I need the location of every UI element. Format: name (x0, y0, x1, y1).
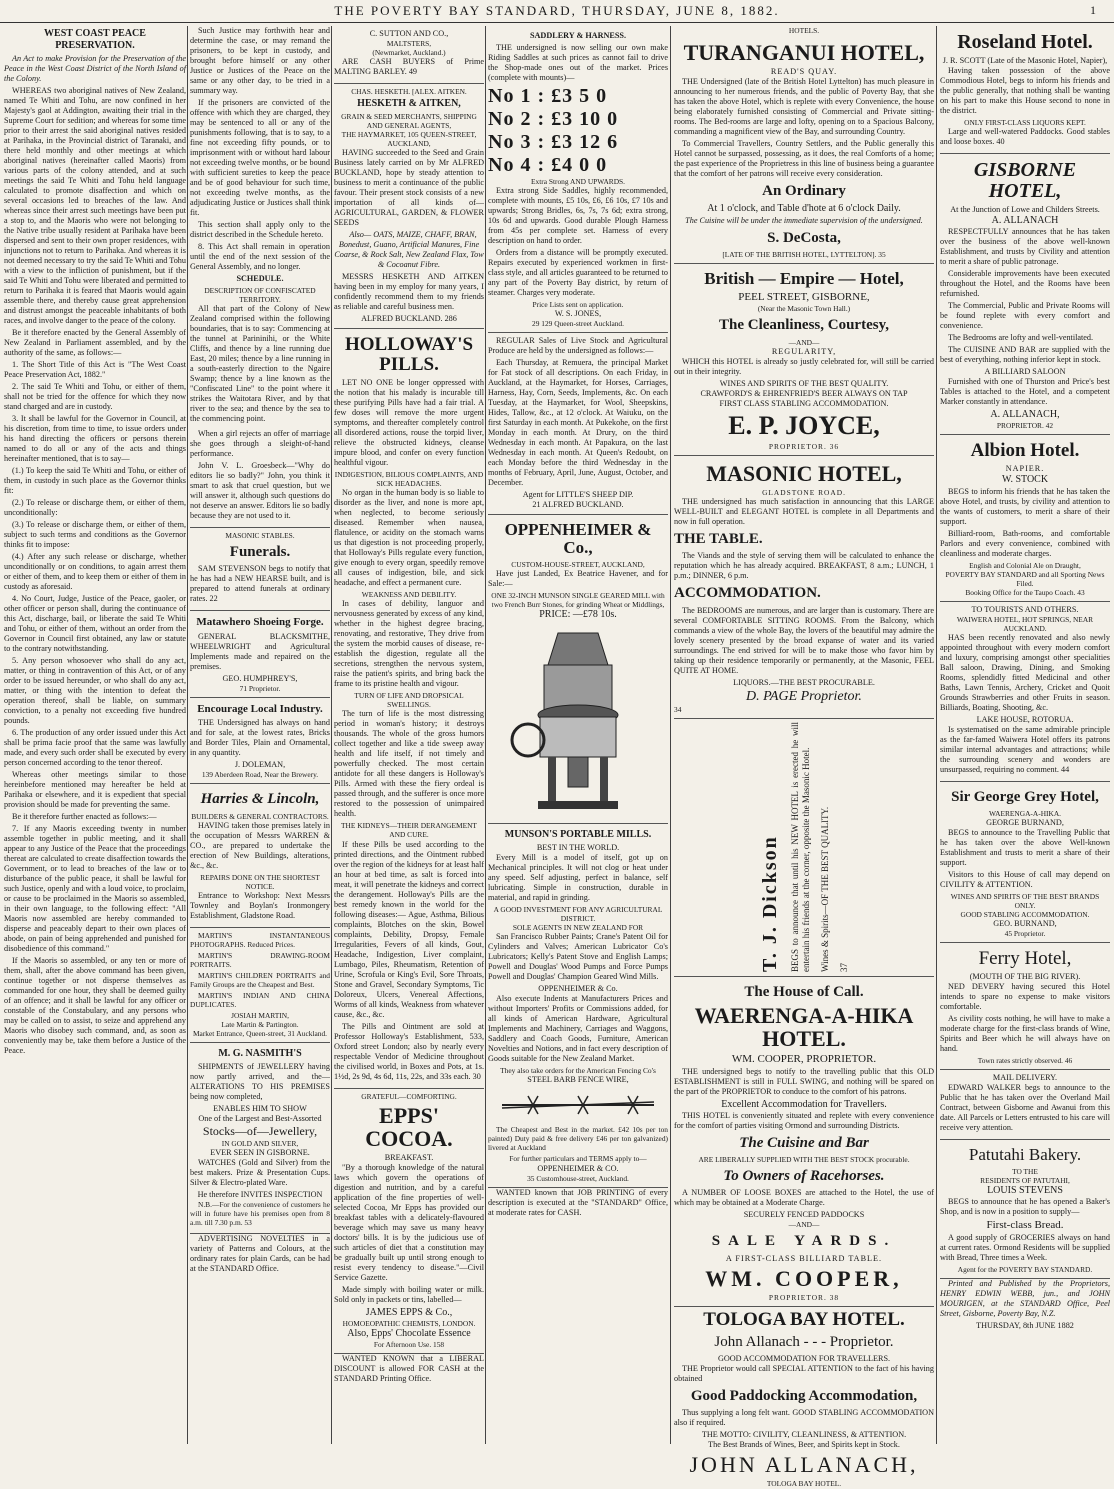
ad-line: Good Paddocking Accommodation, (690, 1388, 918, 1405)
ad-subheading: To Owners of Racehorses. (723, 1168, 885, 1185)
ad-signature: S. DeCosta, (767, 229, 841, 246)
ad-body: WHICH this HOTEL is already so justly celebrated for, will still be carried out in their integrity. (674, 356, 934, 376)
ad-title: Funerals. (229, 544, 291, 561)
cash-notice: WANTED KNOWN that a LIBERAL DISCOUNT is allowed FOR CASH at the STANDARD Printing Office. (334, 1354, 484, 1384)
ad-line: Extra Strong AND UPWARDS. (530, 177, 626, 186)
mill-illustration (508, 625, 648, 815)
ad-subtitle: At the Junction of Lowe and Childers Streets. (950, 205, 1100, 215)
ad-line: MARTIN'S CHILDREN PORTRAITS and Family Groups are the Cheapest and Best. (190, 970, 330, 989)
column-3 (334, 26, 484, 1444)
column-rule (187, 26, 188, 1444)
ad-title: TURANGANUI HOTEL, (683, 40, 925, 66)
ad-line: A GOOD INVESTMENT FOR ANY AGRICULTURAL DISTRICT. (493, 905, 663, 924)
price-line: No 4 : £4 0 0 (488, 154, 608, 176)
act-section: 6. The production of any order issued under this Act shall be prima facie proof that the same was lawfully made, and every such order shall be executed by every person concerned according to the tenor thereof. (4, 728, 186, 768)
ad-line: THE MOTTO: CIVILITY, CLEANLINESS, & ATTENTION. (701, 1430, 907, 1440)
advertising-notice: ADVERTISING NOVELTIES in a variety of Patterns and Colours, at the ordinary rates for plain Cards, can be had at the STANDARD Office. (190, 1233, 330, 1273)
ad-body: THE Proprietor would call SPECIAL ATTENTION to the fact of his having obtained (674, 1364, 934, 1384)
ad-body: THIS HOTEL is conveniently situated and replete with every convenience for the comfort of parties visiting Ormond and surrounding Districts. (674, 1110, 934, 1130)
ad-line: The Cuisine will be under the immediate supervision of the undersigned. (685, 215, 923, 225)
ad-body: N.B.—For the convenience of customers he will in future have his premises open from 8 a.m. till 7.30 p.m. 53 (190, 1199, 330, 1227)
act-subsection: (3.) To release or discharge them, or either of them, subject to such terms and conditions as the Governor thinks fit to impose: (4, 520, 186, 550)
ad-line: SECURELY FENCED PADDOCKS (743, 1210, 865, 1220)
ad-subtitle: (MOUTH OF THE BIG RIVER). (969, 972, 1081, 982)
ad-title: Ferry Hotel, (978, 948, 1072, 970)
ad-heading: CHAS. HESKETH. [ALEX. AITKEN. (351, 87, 467, 97)
ad-role: PROPRIETOR. 36 (768, 441, 840, 451)
ad-line: The Best Brands of Wines, Beer, and Spirits kept in Stock. (708, 1440, 900, 1450)
ad-line: LIQUORS.—THE BEST PROCURABLE. (733, 677, 875, 687)
ad-subheading: THE TABLE. (674, 531, 763, 547)
ad-title: M. G. NASMITH'S (218, 1048, 302, 1059)
ad-line: GEORGE BURNAND, (986, 818, 1064, 828)
ad-body: HAVING succeeded to the Seed and Grain Business lately carried on by Mr ALFRED BUCKLAND, hope by steady attention to business to merit a continuance of the public favour. Their present stock consists of a new importation of all kinds of— AGRICULTURAL, GARDEN, & FLOWER SEEDS (334, 148, 484, 228)
ad-body: No organ in the human body is so liable to disorder as the liver, and none is more apt, when neglected, to become seriously diseased. Remember when nausea, flatulence, or acidity on the stomach warns us that digestion is not proceeding properly, that Holloway's Pills regulate every function, give enough to every organ, speedily remove all causes of indigestion, bile, and sick headache, and effect a permanent cure. (334, 488, 484, 588)
ad-signature: 21 ALFRED BUCKLAND. (532, 500, 624, 510)
ad-subtitle: GRAIN & SEED MERCHANTS, SHIPPING AND GENERAL AGENTS, (341, 112, 477, 131)
ad-title: WAIWERA HOTEL, HOT SPRINGS, NEAR AUCKLAND. (956, 614, 1094, 633)
ad-title: GISBORNE HOTEL, (973, 159, 1077, 203)
ad-subheading: An Ordinary (762, 183, 846, 200)
ad-body: WATCHES (Gold and Silver) from the best makers. Prize & Presentation Cups. Silver & Electro-plated Ware. (190, 1157, 330, 1187)
local-industry-ad (190, 698, 330, 784)
ad-body: HAVING taken those premises lately in the occupation of Messrs WARREN & CO., are prepared to undertake the erection of New Buildings, alterations, &c., &c. (190, 820, 330, 870)
masonic-hotel-ad (674, 456, 934, 719)
ad-heading: TO TOURISTS AND OTHERS. (971, 604, 1079, 614)
ad-line: MARTIN'S DRAWING-ROOM PORTRAITS. (190, 950, 330, 969)
ad-body: BEGS to announce that until his NEW HOTEL is erected he will entertain his friends at the corner, opposite the Masonic Hotel. (790, 721, 812, 972)
ad-subtitle: BEST IN THE WORLD. (536, 843, 620, 853)
ad-subtitle: GLADSTONE ROAD. (762, 487, 846, 497)
ad-body: The Viands and the style of serving them will be calculated to enhance the reputation which he has already acquired. BREAKFAST, 8 a.m.; LUNCH, 1 p.m.; DINNER, 6 p.m. (674, 551, 934, 581)
ad-line: WINES AND SPIRITS OF THE BEST BRANDS ONLY. (950, 892, 1100, 911)
ad-role: [LATE OF THE BRITISH HOTEL, LYTTELTON]. 35 (722, 249, 886, 259)
ad-body: "By a thorough knowledge of the natural laws which govern the operations of digestion and nutrition, and by a careful application of the fine properties of well-selected Cocoa, Mr Epps has provided our breakfast tables with a delicately-flavoured beverage which may save us many heavy doctors' bills. It is by the judicious use of such articles of diet that a constitution may be gradually built up until strong enough to resist every tendency to disease."—Civil Service Gazette. (334, 1162, 484, 1282)
act-paragraph: Be it therefore enacted by the General Assembly of New Zealand in Parliament assembled, and by the authority of the same, as follows:— (4, 328, 186, 358)
joke-text: John V. L. Groesbeck—"Why do editors lie so badly?" John, you think it smart to ask that cruel question, but we will answer it, although such questions do not deserve an answer. Editors lie so badly because they are not used to it. (190, 461, 330, 521)
ad-body: Furnished with one of Thurston and Price's best Tables is attached to the Hotel, and a competent Marker constantly in attendance. (940, 377, 1110, 407)
ad-line: RESIDENTS OF PATUTAHI, (980, 1176, 1070, 1186)
ad-body: GENERAL BLACKSMITHE, WHEELWRIGHT and Agricultural Implements made and repaired on the premises. (190, 631, 330, 671)
ad-line: LOUIS STEVENS (987, 1185, 1063, 1197)
ad-address: (Newmarket, Auckland.) (372, 48, 446, 58)
ad-subtitle: J. R. SCOTT (Late of the Masonic Hotel, Napier), (942, 56, 1108, 65)
act-paragraph: WHEREAS two aboriginal natives of New Zealand, named Te Whiti and Tohu, are now confined in her Majesty's gaol at Addington, awaiting their trial in the Supreme Court for sedition; and whereas for some time prior to their arrest the said aboriginal natives resided at Parihaka, in the Provincial district of Taranaki, and there held monthly and other meetings at which aboriginal natives (hereinafter called Maoris) from various parts of the colony attended, and at such meetings the said Te Whiti and Tohu held language calculated to promote disaffection and which on several occasions led to breaches of the law. And whereas since their arrest such meetings have been put a stop to, and the Maoris who were not belonging to the Native tribe usually resident at Parihaka have been dispersed and sent to their own proper residences, with injunctions not to return to Parihaka. And whereas it is not deemed necessary to try the said Te Whiti and Tohu with a view to the infliction of punishment, but if the said Te Whiti and Tohu were liberated and permitted to return to Parihaka it is feared that Maoris would again assemble there, and thereby cause great apprehension and distrust amongst the peaceable inhabitants of both races, and involve danger to the peace of the colony. (4, 86, 186, 326)
ad-body: The Bedrooms are lofty and well-ventilated. (948, 333, 1094, 343)
ad-body: A NUMBER OF LOOSE BOXES are attached to the Hotel, the use of which may be obtained at a Moderate Charge. (674, 1188, 934, 1208)
ad-address: Market Entrance, Queen-street, 31 Auckland. (192, 1028, 327, 1038)
ad-line: ONE 32-INCH MUNSON SINGLE GEARED MILL with two French Burr Stones, for grinding Wheat or Middlings, (491, 590, 665, 609)
ad-subheading: LAKE HOUSE, ROTORUA. (976, 714, 1074, 724)
ad-line: TO THE (1012, 1167, 1038, 1177)
ad-signature: JOHN ALLANACH, (689, 1452, 919, 1478)
column-rule (670, 26, 671, 1444)
ad-body: MESSRS HESKETH AND AITKEN having been in my employ for many years, I confidently recommend them to my friends as reliable and careful business men. (334, 272, 484, 312)
joke-text: When a girl rejects an offer of marriage she goes through a sleight-of-hand performance. (190, 429, 330, 459)
column-5 (674, 26, 934, 1489)
ad-body: Considerable improvements have been executed throughout the Hotel, and the Rooms have been refurnished. (940, 269, 1110, 299)
ferry-hotel-ad (940, 943, 1110, 1070)
ad-body: NED DEVERY having secured this Hotel intends to spare no expense to make visitors comfortable. (940, 982, 1110, 1012)
gisborne-hotel-ad (940, 154, 1110, 435)
ad-title: EPPS' COCOA. (365, 1102, 453, 1151)
barbed-wire-illustration (498, 1088, 658, 1122)
ad-address: CUSTOM-HOUSE-STREET, AUCKLAND, (511, 559, 645, 569)
page-number: 1 (1090, 3, 1096, 17)
price-line: No 3 : £3 12 6 (488, 131, 619, 153)
ad-body: Having taken possession of the above Commodious Hotel, begs to inform his friends and the public generally, that nothing shall be wanting on his part to make this House second to none in the district. (940, 66, 1110, 115)
ad-subtitle: READ'S QUAY. (770, 67, 838, 77)
price-line: No 1 : £3 5 0 (488, 85, 608, 107)
column-6 (940, 26, 1110, 1444)
ad-title: MAIL DELIVERY. (992, 1073, 1058, 1083)
ad-line: CRAWFORD'S & EHRENFRIED'S BEER ALWAYS ON TAP (700, 388, 908, 398)
ad-body: Have just Landed, Ex Beatrice Havener, and for Sale:— (488, 568, 668, 588)
ad-subtitle: John Allanach - - - Proprietor. (714, 1333, 894, 1350)
ad-body: The Pills and Ointment are sold at Professor Holloway's Establishment, 533, Oxford street London; also by nearly every respectable Vendor of Medicine throughout the civilised world, in Boxes and Pots, at 1s. 1½d, 2s 9d, 4s 6d, 11s, 22s, and 33s each. 30 (334, 1021, 484, 1081)
ad-line: Town rates strictly observed. 46 (977, 1056, 1073, 1066)
ad-subheading: INDIGESTION, BILIOUS COMPLAINTS, AND SICK HEADACHES. (334, 470, 484, 489)
act-paragraph: If the prisoners are convicted of the offence with which they are charged, they may be sentenced to all or any of the punishments following, that is to say, to a fine not exceeding fifty pounds, or to imprisonment with or without hard labour not exceeding twelve months, or be bound with sufficient sureties to keep the peace and be of good behaviour for such time, not exceeding twelve months, as the adjudicating Justice or Justices shall think fit. (190, 98, 330, 217)
ad-number: 34 (674, 704, 682, 714)
ad-line: One of the Largest and Best-Assorted (198, 1114, 322, 1124)
ad-signature: W. S. JONES, (554, 309, 602, 319)
ad-line: Agent for the POVERTY BAY STANDARD. (957, 1264, 1093, 1274)
ad-line: EVER SEEN IN GISBORNE. (210, 1147, 310, 1157)
masthead (0, 0, 1114, 23)
act-subsection: (4.) After any such release or discharge, whether unconditionally or on conditions, to again arrest them or either of them, and to keep them or either of them in custody as aforesaid. (4, 552, 186, 592)
matawhero-ad (190, 611, 330, 697)
ad-line: For Afternoon Use. 158 (373, 1340, 445, 1350)
imprint: Printed and Published by the Proprietors, HENRY EDWIN WEBB, jun., and JOHN MOURIGEN, at the STANDARD Office, Peel Street, Gisborne, Poverty Bay, N.Z. (940, 1278, 1110, 1318)
ad-title: Roseland Hotel. (957, 31, 1093, 53)
ad-body: Entrance to Workshop: Next Messrs Townley and Boylan's Ironmongery Establishment, Gladstone Road. (190, 890, 330, 920)
ad-line: For further particulars and TERMS apply to— (509, 1154, 647, 1164)
ad-line: GOOD STABLING ACCOMMODATION. (960, 910, 1090, 920)
ad-body: The Commercial, Public and Private Rooms will be found replete with every comfort and convenience. (940, 301, 1110, 331)
ad-subheading: The Cuisine and Bar (739, 1134, 869, 1151)
ad-subtitle: BREAKFAST. (384, 1152, 434, 1162)
act-paragraph: Whereas other meetings similar to those hereinbefore mentioned may hereafter be held at Parihaka or elsewhere, and it is expedient that special provision should be made for preventing the same. (4, 770, 186, 810)
ad-body: If these Pills be used according to the printed directions, and the Ointment rubbed over the region of the kidneys for at least half an hour at bed time, as salt is forced into meat, it will penetrate the kidneys and correct the derangement. Holloway's Pills are the best remedy known in the world for the following diseases:— Ague, Asthma, Bilious complaints, Blotches on the skin, Bowel complaints, Debility, Dropsy, Female Irregularities, Fevers of all kinds, Gout, Headache, Indigestion, Liver complaint, Lumbago, Piles, Rheumatism, Retention of Urine, Scrofula or King's Evil, Sore Throats, Stone and Gravel, Secondary Symptoms, Tic Doloreux, Ulcers, Venereal Affections, Worms of all kinds, Weakness from whatever cause, &c., &c. (334, 839, 484, 1019)
column-rule (936, 26, 937, 1444)
ad-line: —AND— (788, 1220, 820, 1230)
ad-title: OPPENHEIMER & Co., (504, 520, 652, 557)
ad-signature: WM. COOPER, (705, 1265, 903, 1291)
ad-line: Excellent Accommodation for Travellers. (721, 1098, 887, 1110)
martin-ad (190, 928, 330, 1043)
ad-body: The BEDROOMS are numerous, and are larger than is customary. There are several COMFORTABLE SITTING ROOMS. From the Balcony, which commands a view of the whole Bay, the lovers of the beautiful may admire the lovely scenery presented by the broad expanse of water and its varied surroundings. The end strived for will be to make those who favor him by taking up their residence temporarily or permanently, at the Masonic, FEEL QUITE AT HOME. (674, 605, 934, 675)
ad-title: MASONIC HOTEL, (706, 460, 902, 486)
ad-signature: J. DOLEMAN, (234, 760, 286, 770)
ad-price: PRICE: —£78 10s. (539, 608, 617, 620)
ad-line: They also take orders for the American Fencing Co's (500, 1066, 656, 1076)
ad-body: To Commercial Travellers, Country Settlers, and the Public generally this Hotel cannot be surpassed, possessing, as it does, the real Comforts of a home; the past experience of the Proprietress in this line of business being a guarantee that the comfort of her patrons will receive every consideration. (674, 139, 934, 179)
ad-line: A FIRST-CLASS BILLIARD TABLE. (725, 1253, 883, 1263)
ad-line: ENABLES HIM TO SHOW (213, 1104, 307, 1114)
ad-body: A good supply of GROCERIES always on hand at current rates. Ormond Residents will be supplied with Bread, Three times a Week. (940, 1232, 1110, 1262)
ad-body: ARE CASH BUYERS of Prime MALTING BARLEY. 49 (334, 57, 484, 77)
ad-subheading: ACCOMMODATION. (674, 585, 821, 602)
ad-line: REGULARITY, (771, 346, 837, 356)
ad-address: 139 Aberdeen Road, Near the Brewery. (201, 770, 319, 780)
ad-body: Visitors to this House of call may depend on CIVILITY & ATTENTION. (940, 870, 1110, 890)
ad-body: BEGS to announce to the Travelling Public that he has taken over the above Well-known Establishment and trusts to merit a share of their support. (940, 828, 1110, 868)
act-section: 7. If any Maoris exceeding twenty in number assemble together in public meeting, and it shall appear to any Justice of the Peace that the proceedings thereat are calculated to create disaffection towards the Government, or to lead to breaches of the law or to disturbance of the public peace, it shall be lawful for such Justice, openly and with a loud voice, to proclaim, or cause to be proclaimed in the Maoris so assembled, in their own language, to the following effect: "All Maoris now assembled are hereby commanded to disperse and peaceably depart to their own places of abode, on pain of being apprehended and punished for disobedience of this command." (4, 824, 186, 954)
ad-body: As civility costs nothing, he will have to make a moderate charge for the first-class brands of Wine, Spirits and Beer which he will always have on hand. (940, 1014, 1110, 1054)
ad-line: The Cleanliness, Courtesy, (718, 317, 889, 334)
ad-title: HESKETH & AITKEN, (357, 98, 461, 110)
ad-address: (Near the Masonic Town Hall.) (757, 304, 851, 314)
imprint-date: THURSDAY, 8th JUNE 1882 (976, 1320, 1074, 1330)
hesketh-ad (334, 84, 484, 329)
ad-line: SALE YARDS. (711, 1233, 897, 1250)
albion-hotel-ad (940, 435, 1110, 601)
column-4 (488, 26, 668, 1444)
ad-signature: GEO. HUMPHREY'S, (222, 673, 298, 683)
ad-title: HOLLOWAY'S PILLS. (344, 334, 474, 376)
ad-line: He therefore INVITES INSPECTION (197, 1189, 323, 1199)
ad-body: Every Mill is a model of itself, got up on Mechanical principles. It will not clog or heat under any speed. Self adjusting, perfect in balance, self lubricating. Simple in construction, durable in material, and rapid in grinding. (488, 853, 668, 903)
ad-subheading: STEEL BARB FENCE WIRE, (527, 1075, 629, 1085)
ad-line: English and Colonial Ale on Draught, (969, 560, 1081, 570)
harries-lincoln-ad (190, 784, 330, 927)
job-printing-notice: WANTED known that JOB PRINTING of every description is executed at the "STANDARD" Office, at moderate rates for CASH. (488, 1187, 668, 1217)
ad-signature: ALFRED BUCKLAND. 286 (361, 314, 457, 324)
ad-body: Also execute Indents at Manufacturers Prices and without Importers' Profits or Commissions added, for all kinds of American Hardware, Agricultural Implements and Machinery, Carriages and Waggons, Saddlery and Coach Goods, Furniture, American Novelties and Notions, and in fact every description of Goods suitable for the New Zealand Market. (488, 994, 668, 1064)
act-preamble: An Act to make Provision for the Preservation of the Peace in the West Coast District of the North Island of the Colony. (4, 54, 186, 84)
ad-address: THE HAYMARKET, 105 QUEEN-STREET, AUCKLAND, (341, 130, 477, 149)
ad-body: Also— OATS, MAIZE, CHAFF, BRAN, Bonedust, Guano, Artificial Manures, Fine Coarse, & Rock Salt, New Zealand Flax, Tow & Cocoanut Fibre. (334, 230, 484, 270)
waerenga-hotel-ad (674, 977, 934, 1307)
ad-subtitle: WAERENGA-A-HIKA. (988, 809, 1062, 819)
ad-title: SADDLERY & HARNESS. (529, 31, 627, 40)
ad-line: FIRST CLASS STABLING ACCOMMODATION. (719, 398, 889, 408)
ad-line: MARTIN'S INSTANTANEOUS PHOTOGRAPHS. Reduced Prices. (190, 930, 330, 949)
ad-body: Extra strong Side Saddles, highly recommended, complete with mounts, £5 10s, £6, £6 10s, £7 10s and upwards; Strong Bridles, 6s, 7s, 7s 6d; extra strong, 10s 6d and upwards. Good durable Plough Harness from 45s per complete set. Harness of every description on hand to order. (488, 186, 668, 246)
ad-role: PROPRIETOR. 38 (768, 1292, 840, 1302)
ad-body: Wines & Spirits—OF THE BEST QUALITY. (820, 806, 831, 972)
ad-body: Made simply with boiling water or milk. Sold only in packets or tins, labelled— (334, 1284, 484, 1304)
ad-line: A. ALLANACH (991, 215, 1059, 227)
ad-subheading: REPAIRS DONE ON THE SHORTEST NOTICE. (200, 872, 320, 891)
ad-body: BEGS to announce that he has opened a Baker's Shop, and is now in a position to supply— (940, 1197, 1110, 1217)
ad-heading: The House of Call. (744, 983, 864, 1000)
ad-role: 45 Proprietor. (1004, 929, 1046, 939)
ad-title: T. J. Dickson (758, 834, 781, 972)
ad-line: MARTIN'S INDIAN AND CHINA DUPLICATES. (190, 990, 330, 1009)
ad-body: Billiard-room, Bath-rooms, and comfortable Parlors and every convenience, combined with cleanliness and moderate charges. (940, 528, 1110, 558)
ad-title: Encourage Local Industry. (197, 702, 323, 715)
ad-role: HOMOEOPATHIC CHEMISTS, LONDON. (342, 1318, 476, 1328)
ad-role: TOLOGA BAY HOTEL. (766, 1479, 842, 1489)
ad-body: EDWARD WALKER begs to announce to the Public that he has taken over the Overland Mail Contract, between Gisborne and Awanui from this date. All Parcels or Letters entrusted to his care will receive very attention. (940, 1083, 1110, 1133)
act-paragraph: Such Justice may forthwith hear and determine the case, or may remand the prisoners, to be kept in custody, and brought before himself or any other Justice or Justices of the Peace on the same or any other day, to be tried in a summary way. (190, 26, 330, 95)
ad-line: W. STOCK (1001, 474, 1049, 486)
ad-line: Stocks—of—Jewellery, (202, 1124, 318, 1139)
ad-line: Price Lists sent on application. (532, 300, 624, 310)
ad-title: Albion Hotel. (970, 440, 1080, 462)
george-grey-hotel-ad (940, 782, 1110, 943)
ad-body: In cases of debility, languor and nervousness generated by excess of any kind, whether in the highest degree bracing, renovating, and restorative, They drive from the system the morbid causes of disease, re-establish the digestion, regulate all the secretions, strengthen the nervous system, raise the patient's spirits, and bring back the frame to its pristine health and vigour. (334, 599, 484, 689)
act-section: 1. The Short Title of this Act is "The West Coast Peace Preservation Act, 1882." (4, 360, 186, 380)
ad-line: IN GOLD AND SILVER, (221, 1138, 299, 1148)
ad-heading: MASONIC STABLES. (225, 531, 295, 541)
act-subsection: (1.) To keep the said Te Whiti and Tohu, or either of them, in custody in such place as the Governor thinks fit: (4, 466, 186, 496)
ad-body: SHIPMENTS of JEWELLERY having now partly arrived, and the— ALTERATIONS TO HIS PREMISES being now completed, (190, 1062, 330, 1102)
ad-line: Agent for LITTLE'S SHEEP DIP. (522, 490, 634, 500)
stock-sales-ad (488, 333, 668, 515)
ad-subtitle: MALTSTERS, (386, 39, 432, 48)
schedule-title: SCHEDULE. (236, 274, 284, 283)
ad-title: Sir George Grey Hotel, (951, 788, 1099, 805)
ad-body: THE Undersigned (late of the British Hotel Lyttelton) has much pleasure in announcing to her numerous friends, and the public of Poverty Bay, that she has taken the above Hotel, which is replete with every Convenience, the house being elaborately furnished consisting of Commercial and Private sitting-rooms. The Bed-rooms are large and lofty, opening on to a Spacious Balcony, commanding a magnificent view of the Bay, and surrounding Country. (674, 77, 934, 137)
ad-subtitle: PEEL STREET, GISBORNE, (738, 290, 870, 303)
ad-line: Also, Epps' Chocolate Essence (347, 1327, 471, 1339)
ad-line: GOOD ACCOMMODATION FOR TRAVELLERS. (717, 1354, 891, 1364)
ad-role: 71 Proprietor. (239, 683, 281, 693)
epps-ad (334, 1089, 484, 1355)
act-section: 2. The said Te Whiti and Tohu, or either of them, shall not be tried for the offence for which they now stand charged and are in custody. (4, 382, 186, 412)
act-section: 4. No Court, Judge, Justice of the Peace, gaoler, or other officer or person shall, during the continuance of this Act, discharge, bail, or liberate the said Te Whiti and Tohu, or either of them, without an order from the Governor in Council first obtained, any law or statute to the contrary notwithstanding. (4, 594, 186, 654)
ad-body: Orders from a distance will be promptly executed. Repairs executed by experienced workmen in first-class style, and all articles guaranteed to be returned to any part of the Poverty Bay district, by return of steamer. Charges very moderate. (488, 248, 668, 298)
ad-body: THE undersigned begs to notify to the travelling public that this OLD ESTABLISHMENT is still in FULL SWING, and nothing will be spared on the part of the PROPRIETOR to conduce to the comfort of his patrons. (674, 1066, 934, 1096)
section-heading: HOTELS. (788, 26, 820, 35)
ad-body: The Cheapest and Best in the market. £42 10s per ton painted) Duty paid & free delivery £46 per ton galvanized) livered at Auckland (488, 1125, 668, 1153)
act-heading: WEST COAST PEACE PRESERVATION. (44, 28, 146, 52)
ad-body: LET NO ONE be longer oppressed with the notion that his malady is incurable till these purifying Pills have had a fair trial. A few doses will remove the more urgent symptoms, and thereafter completely control all disordered actions, rouse the torpid liver, relieve the obstructed kidneys, cleanse impure blood, and confer on every function healthful vigour. (334, 378, 484, 468)
ad-body: THE undersigned is now selling our own make Riding Saddles at such prices as cannot fail to drive the Shop-made ones out of the market. Prices (complete with mounts)— (488, 43, 668, 82)
ad-body: San Francisco Rubber Paints; Crane's Patent Oil for Cylinders and Valves; American Lubricator Co's Lubricators; Kelly's Patent Stove and English Lamps; Powell and Douglas' Wood Pumps and Force Pumps Powell and Douglas' Champion Geared Wind Mills. (488, 932, 668, 982)
ad-body: The CUISINE AND BAR are supplied with the best of everything, nothing inferior kept in stock. (940, 345, 1110, 365)
ad-line: —AND— (788, 337, 820, 347)
column-rule (331, 26, 332, 1444)
ad-body: SAM STEVENSON begs to notify that he has had a NEW HEARSE built, and is prepared to attend funerals at ordinary rates. 22 (190, 564, 330, 604)
ad-signature: OPPENHEIMER & CO. (537, 1163, 619, 1173)
roseland-ad (940, 26, 1110, 154)
ad-title: Harries & Lincoln, (200, 791, 320, 808)
masthead-title: THE POVERTY BAY STANDARD, THURSDAY, JUNE 8, 1882. (334, 3, 780, 18)
ad-body: Large and well-watered Paddocks. Good stables and loose boxes. 40 (940, 127, 1110, 147)
ad-subtitle: BUILDERS & GENERAL CONTRACTORS. (191, 811, 329, 821)
funerals-ad (190, 528, 330, 611)
ad-body: The turn of life is the most distressing period in woman's history; it destroys thousands. The whole of the gross humors collect together and like a tide sweep away health and life itself, if not timely and powerfully checked. The most certain antidote for all these dangers is Holloway's Pills. Armed with these the fiery ordeal is passed through, and the sufferer is once more restored to the possession of unimpaired health. (334, 709, 484, 819)
ad-body: Is systematised on the same admirable principle as the far-famed Waiwera Hotel offers its patrons similar internal advantages and attractions; while the surrounding scenery and wonders are unsurpassed, requiring no comment. 44 (940, 724, 1110, 774)
act-subsection: (2.) To release or discharge them, or either of them, unconditionally: (4, 498, 186, 518)
ad-body: THE undersigned has much satisfaction in announcing that this LARGE WELL-BUILT and ELEGANT HOTEL is complete in all Departments and now in full operation. (674, 497, 934, 526)
ad-title: MUNSON'S PORTABLE MILLS. (504, 829, 652, 841)
ad-signature: A. ALLANACH, (990, 409, 1060, 421)
ad-title: TOLOGA BAY HOTEL. (703, 1308, 905, 1330)
ad-body: THE Undersigned has always on hand and for sale, at the lowest rates, Bricks and Border Tiles, Plain and Ornamental, in any quantity. (190, 718, 330, 758)
ad-address: 29 129 Queen-street Auckland. (532, 319, 624, 329)
ad-body: BEGS to inform his friends that he has taken the above Hotel, and trusts, by civility and attention to the wants of customers, to merit a share of their support. (940, 486, 1110, 526)
ad-number: 37 (839, 962, 850, 972)
munson-ad (488, 824, 668, 1187)
ad-line: At 1 o'clock, and Table d'hote at 6 o'clock Daily. (707, 203, 901, 215)
ad-line: Booking Office for the Taupo Coach. 43 (965, 587, 1085, 597)
ad-title: WAERENGA-A-HIKA HOTEL. (694, 1003, 914, 1052)
nasmith-ad (190, 1043, 330, 1234)
ad-subheading: First-class Bread. (986, 1219, 1064, 1232)
ad-title: C. SUTTON AND CO., (369, 29, 449, 38)
act-section: If the Maoris so assembled, or any ten or more of them, shall, after the above command has been given, continue together or not disperse themselves as commanded for one hour, they shall be deemed guilty of an offence; and it shall be lawful for any officer or constable of the Constabulary, and any persons who may be called on to assist, to seize and apprehend any Maoris who disobey such command, and, as soon as conveniently may be, take them before a Justice of the Peace. (4, 956, 186, 1056)
ad-subtitle: WM. COOPER, PROPRIETOR. (731, 1053, 877, 1066)
act-paragraph: Be it therefore further enacted as follows:— (12, 812, 157, 822)
waiwera-ad (940, 602, 1110, 782)
act-section: 8. This Act shall remain in operation until the end of the next session of the General Assembly, and no longer. (190, 242, 330, 271)
ad-body: Each Thursday, at Remuera, the principal Market for Fat stock of all descriptions. On each Friday, in Auckland, at the Haymarket, for Horses, Carriages, Harness, Hay, Corn, Seeds, Implements, &c. On each Tuesday, at the Haymarket, for Wool, Sheepskins, Hides, Tallow, &c., at 12 o'clock. At Waiuku, on the first Saturday in each month. At Pukekohe, on the first Monday in each month. At Drury, on the third Wednesday in each month. At Papakura, on the last Wednesday in each month. At Queen's Redoubt, on each Monday before the third Wednesday in the months of February, April, June, August, October, and December. (488, 358, 668, 488)
ad-body: Thus supplying a long felt want. GOOD STABLING ACCOMMODATION also if required. (674, 1408, 934, 1428)
ad-body: RESPECTFULLY announces that he has taken over the business of the above well-known Establishment, and trusts by Civility and attention to merit a share of public patronage. (940, 227, 1110, 267)
sutton-ad (334, 26, 484, 84)
ad-line: WINES AND SPIRITS OF THE BEST QUALITY. (719, 378, 889, 388)
tologa-hotel-ad (674, 1310, 934, 1489)
mail-delivery-ad (940, 1070, 1110, 1140)
ad-subheading: TURN OF LIFE AND DROPSICAL SWELLINGS. (354, 691, 464, 710)
column-rule (485, 26, 486, 1444)
patutahi-bakery-ad (940, 1140, 1110, 1279)
saddlery-ad (488, 26, 668, 333)
oppenheimer-ad (488, 515, 668, 824)
ad-body: REGULAR Sales of Live Stock and Agricultural Produce are held by the undersigned as follows:— (488, 336, 668, 356)
ad-signature: JOSIAH MARTIN, (231, 1010, 289, 1020)
ad-title: Matawhero Shoeing Forge. (196, 616, 324, 629)
column-2 (190, 26, 330, 1444)
ad-signature: OPPENHEIMER & Co. (538, 984, 618, 994)
ad-heading: GRATEFUL—COMFORTING. (361, 1091, 457, 1101)
ad-signature: JAMES EPPS & Co., (365, 1306, 453, 1318)
ad-subtitle: NAPIER. (1005, 464, 1045, 474)
ad-line: ARE LIBERALLY SUPPLIED WITH THE BEST STOCK procurable. (698, 1155, 910, 1165)
ad-role: PROPRIETOR. 42 (996, 421, 1054, 431)
ad-title: Patutahi Bakery. (968, 1145, 1082, 1165)
ad-line: SOLE AGENTS IN NEW ZEALAND FOR (512, 923, 644, 933)
column-1 (4, 26, 186, 1444)
british-empire-ad (674, 264, 934, 456)
schedule-body: All that part of the Colony of New Zealand comprised within the following boundaries, that is to say: Commencing at the tunnel at Parininihi, or the White Cliffs, and thence by a line running due East, 20 miles; thence by a line running in a south-easterly direction to the Ngaire Swamp; thence by a line known as the "Confiscated Line" to the point where it strikes the Waitotara River, and by that river to the sea; and thence by the sea to the commencing point. (190, 304, 330, 424)
ad-subheading: THE KIDNEYS—THEIR DERANGEMENT AND CURE. (341, 821, 477, 840)
ad-subheading: A BILLIARD SALOON (984, 367, 1066, 377)
ad-subheading: WEAKNESS AND DEBILITY. (361, 590, 457, 600)
turanganui-ad (674, 35, 934, 264)
ad-signature: D. PAGE Proprietor. (746, 688, 862, 704)
act-section: 5. Any person whosoever who shall do any act, matter, or thing in contravention of this Act, or of any order to be issued hereunder, or who shall do any act, matter, or thing with the intention to defeat the operation thereof, shall be liable, on summary conviction, to a penalty not exceeding five hundred pounds. (4, 656, 186, 726)
price-line: No 2 : £3 10 0 (488, 108, 619, 130)
act-paragraph: This section shall apply only to the district described in the Schedule hereto. (190, 220, 330, 239)
ad-body: HAS been recently renovated and also newly appointed throughout with every modern comfort and luxury, comprising amongst other specialities Ball saloon, Drawing, Dining, and Smoking Rooms, splendidly fitted Medicinal and other Baths, Lawn Tennis, Archery, Cricket and Quoit Grounds Strawberries and other Fruits in season. Billiards, Boating, Shooting, &c. (940, 632, 1110, 712)
ad-signature: E. P. JOYCE, (728, 410, 880, 440)
act-section: 3. It shall be lawful for the Governor in Council, at his discretion, from time to time, to issue orders under his hand directing the officers or persons therein named to do all or any of the acts and things hereinafter mentioned, that is to say— (4, 414, 186, 464)
ad-address: 35 Customhouse-street, Auckland. (527, 1173, 629, 1183)
dickson-ad (674, 719, 934, 977)
ad-role: Late Martin & Partington. (221, 1019, 299, 1029)
ad-signature: GEO. BURNAND, (993, 919, 1057, 929)
holloway-ad (334, 329, 484, 1088)
ad-title: British — Empire — Hotel, (704, 268, 904, 288)
ad-line: ONLY FIRST-CLASS LIQUORS KEPT. (964, 118, 1086, 127)
ad-line: POVERTY BAY STANDARD and all Sporting News Filed. (945, 569, 1105, 588)
schedule-subtitle: DESCRIPTION OF CONFISCATED TERRITORY. (204, 286, 316, 305)
